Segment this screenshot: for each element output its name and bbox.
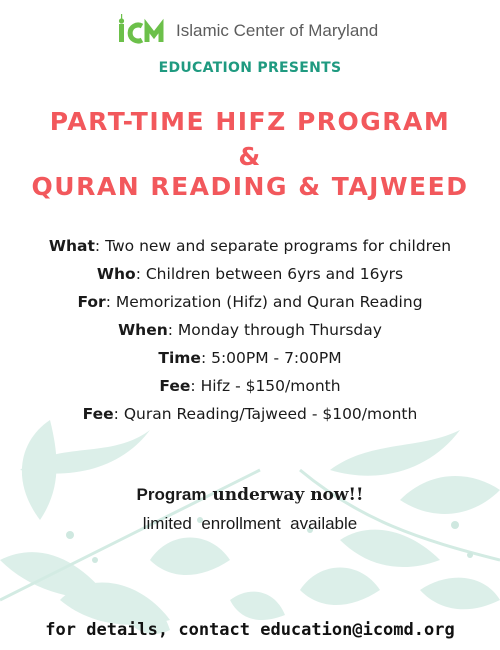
detail-key: For	[77, 293, 106, 311]
detail-when	[0, 316, 500, 344]
detail-fee-quran	[0, 400, 500, 428]
detail-sep: :	[135, 265, 141, 283]
detail-key: What	[48, 237, 95, 255]
contact-line: for details, contact education@icomd.org	[45, 620, 455, 640]
detail-key: Fee	[82, 405, 114, 423]
detail-sep: :	[94, 237, 101, 255]
detail-value: 5:00PM - 7:00PM	[206, 349, 342, 367]
detail-fee-hifz	[0, 372, 500, 400]
detail-value: Quran Reading/Tajweed - $100/month	[118, 405, 418, 423]
detail-value: Children between 6yrs and 16yrs	[140, 265, 404, 283]
organization-name: Islamic Center of Maryland	[176, 21, 379, 40]
enrollment-notice: limited enrollment available	[142, 514, 358, 533]
detail-sep: :	[200, 349, 207, 367]
title-line-1: PART-TIME HIFZ PROGRAM	[49, 107, 451, 136]
program-details	[0, 232, 500, 428]
detail-who	[0, 260, 500, 288]
detail-value: Memorization (Hifz) and Quran Reading	[110, 293, 423, 311]
detail-sep: :	[167, 321, 173, 339]
detail-value: Two new and separate programs for children	[100, 237, 452, 255]
icm-logo-icon	[115, 14, 171, 44]
underway-notice	[0, 485, 500, 505]
detail-value: Hifz - $150/month	[195, 377, 341, 395]
detail-what	[0, 232, 500, 260]
subtitle: EDUCATION PRESENTS	[158, 60, 342, 76]
underway-part-2: underway now!!	[206, 485, 364, 505]
detail-value: Monday through Thursday	[172, 321, 382, 339]
detail-key: Who	[96, 265, 136, 283]
detail-key: Fee	[159, 377, 191, 395]
title-line-3: QURAN READING & TAJWEED	[31, 172, 469, 201]
detail-key: Time	[158, 349, 201, 367]
detail-key: When	[118, 321, 168, 339]
underway-part-1: Program	[136, 485, 207, 504]
detail-for	[0, 288, 500, 316]
detail-sep: :	[113, 405, 119, 423]
detail-sep: :	[190, 377, 196, 395]
detail-time	[0, 344, 500, 372]
title-line-2: &	[238, 142, 262, 171]
header	[0, 8, 500, 48]
detail-sep: :	[105, 293, 111, 311]
